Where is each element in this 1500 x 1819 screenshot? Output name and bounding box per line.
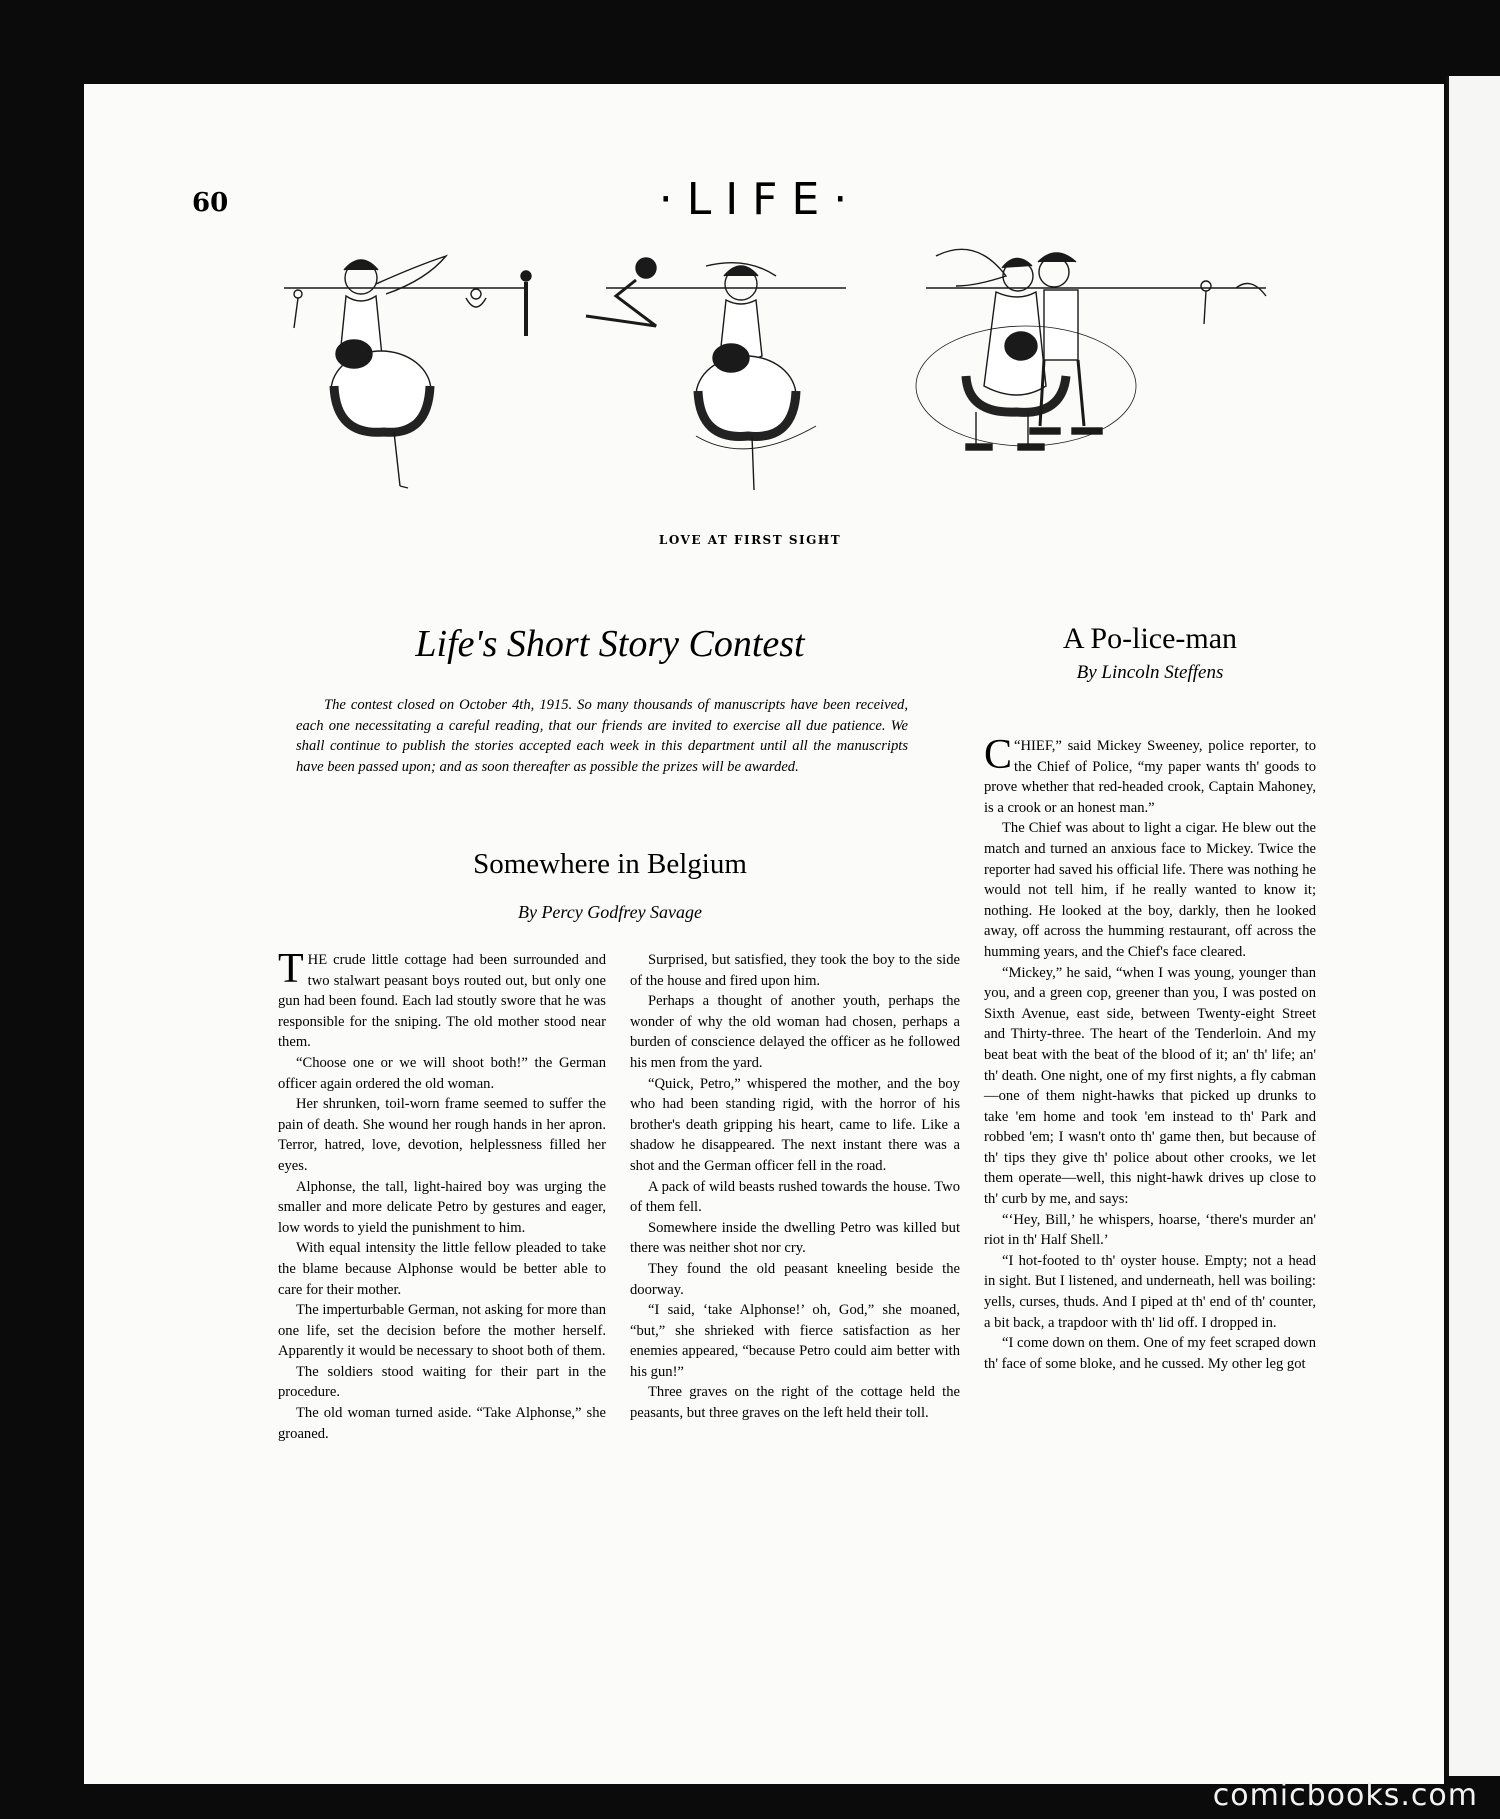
story-column-3 (984, 732, 1316, 1374)
watermark: comicbooks.com (1212, 1778, 1478, 1813)
story-paragraph: Three graves on the right of the cottage held the peasants, but three graves on the left held their toll. (630, 1384, 960, 1422)
story-paragraph: “Choose one or we will shoot both!” the German officer again ordered the old woman. (278, 1054, 606, 1092)
contest-note: The contest closed on October 4th, 1915. So many thousands of manuscripts have been received, each one necessitating a careful reading, that our friends are invited to exercise all due patience. We shall continue to publish the stories accepted each week in this department until all the manuscripts have been passed upon; and as soon thereafter as possible the prizes will be awarded. (296, 697, 908, 775)
story-column-2 (630, 950, 960, 1424)
story-paragraph: Alphonse, the tall, light-haired boy was urging the smaller and more delicate Petro by gestures and eager, low words to yield the punishment to him. (278, 1178, 606, 1236)
illustration-caption: LOVE AT FIRST SIGHT (658, 533, 842, 547)
story-title: A Po-lice-man (1062, 622, 1238, 655)
story-paragraph: THE crude little cottage had been surrounded and two stalwart peasant boys routed out, but only one gun had been found. Each lad stoutly swore that he was responsible for the sniping. The old mother stood near them. (278, 946, 606, 1051)
story-paragraph: “Quick, Petro,” whispered the mother, and the boy who had been standing rigid, with the horror of his brother's death gripping his heart, came to life. Like a shadow he disappeared. The next instant there was a shot and the German officer fell in the road. (630, 1075, 960, 1174)
skating-illustration (276, 236, 1276, 506)
story-paragraph: “I hot-footed to th' oyster house. Empty; not a head in sight. But I listened, and underneath, hell was boiling: yells, curses, thuds. And I piped at th' end of th' counter, a bit back, a trapdoor with th' lid off. I dropped in. (984, 1252, 1316, 1331)
facing-page-edge (1446, 76, 1500, 1776)
drop-cap: T (278, 946, 304, 992)
story-paragraph: They found the old peasant kneeling beside the doorway. (630, 1260, 960, 1298)
drop-cap: C (984, 732, 1013, 778)
story-title: Somewhere in Belgium (473, 848, 747, 880)
panel-3-kiss (916, 249, 1266, 450)
story-paragraph: With equal intensity the little fellow pleaded to take the blame because Alphonse would be better able to care for their mother. (278, 1240, 606, 1298)
panel-2-skaters (586, 258, 816, 490)
story-paragraph: The imperturbable German, not asking for more than one life, set the decision before the mother herself. Apparently it would be necessary to shoot both of them. (278, 1302, 606, 1360)
story-paragraph: The old woman turned aside. “Take Alphonse,” she groaned. (278, 1405, 606, 1442)
story-paragraph: The Chief was about to light a cigar. He blew out the match and turned an anxious face to Mickey. Twice the reporter had saved his official life. There was nothing he would not tell him, if he really wanted to know it; nothing. He looked at the boy, darkly, then he looked away, off across the humming restaurant, off across the humming years, and the Chief's face cleared. (984, 820, 1316, 960)
story-paragraph: “ C HIEF,” said Mickey Sweeney, police reporter, to the Chief of Police, “my paper wants th' goods to prove whether that red-headed crook, Captain Mahoney, is a crook or an honest man.” (984, 732, 1316, 816)
story-paragraph: A pack of wild beasts rushed towards the house. Two of them fell. (630, 1178, 960, 1216)
story-byline: By Lincoln Steffens (1076, 662, 1224, 683)
story-paragraph: “I said, ‘take Alphonse!’ oh, God,” she moaned, “but,” she shrieked with fierce satisfaction as her enemies appeared, “because Petro could aim better with his gun!” (630, 1302, 960, 1380)
story-paragraph: “Mickey,” he said, “when I was young, younger than you, and a green cop, greener than you, I was posted on Sixth Avenue, east side, between Twenty-eight Street and Thirty-three. The heart of the Tenderloin. And my beat beat with the beat of the blood of it; an' th' life; an' th' death. One night, one of my first nights, a fly cabman—one of them night-hawks that picked up drunks to take 'em home and took 'em instead to th' Park and robbed 'em; I wasn't onto th' game then, but because of th' tips they give th' police about other crooks, we let them operate—well, this night-hawk drives up close to th' curb by me, and says: (984, 964, 1316, 1208)
masthead-title: ·LIFE· (658, 174, 862, 225)
story-paragraph: The soldiers stood waiting for their part in the procedure. (278, 1363, 606, 1401)
page-number: 60 (192, 188, 229, 218)
story-paragraph: “‘Hey, Bill,’ he whispers, hoarse, ‘there's murder an' riot in th' Half Shell.’ (984, 1211, 1316, 1249)
story-column-1 (278, 946, 606, 1444)
story-byline: By Percy Godfrey Savage (517, 902, 703, 922)
contest-title: Life's Short Story Contest (415, 623, 805, 665)
story-paragraph: Perhaps a thought of another youth, perhaps the wonder of why the old woman had chosen, perhaps a burden of conscience delayed the officer as he followed his men from the yard. (630, 993, 960, 1071)
story-paragraph: Somewhere inside the dwelling Petro was killed but there was neither shot nor cry. (630, 1219, 960, 1257)
story-paragraph: Surprised, but satisfied, they took the boy to the side of the house and fired upon him. (630, 952, 960, 989)
story-paragraph: “I come down on them. One of my feet scraped down th' face of some bloke, and he cussed. My other leg got (984, 1335, 1316, 1372)
story-paragraph: Her shrunken, toil-worn frame seemed to suffer the pain of death. She wound her rough hands in her apron. Terror, hatred, love, devotion, helplessness filled her eyes. (278, 1096, 606, 1174)
panel-1-skater (294, 256, 531, 488)
